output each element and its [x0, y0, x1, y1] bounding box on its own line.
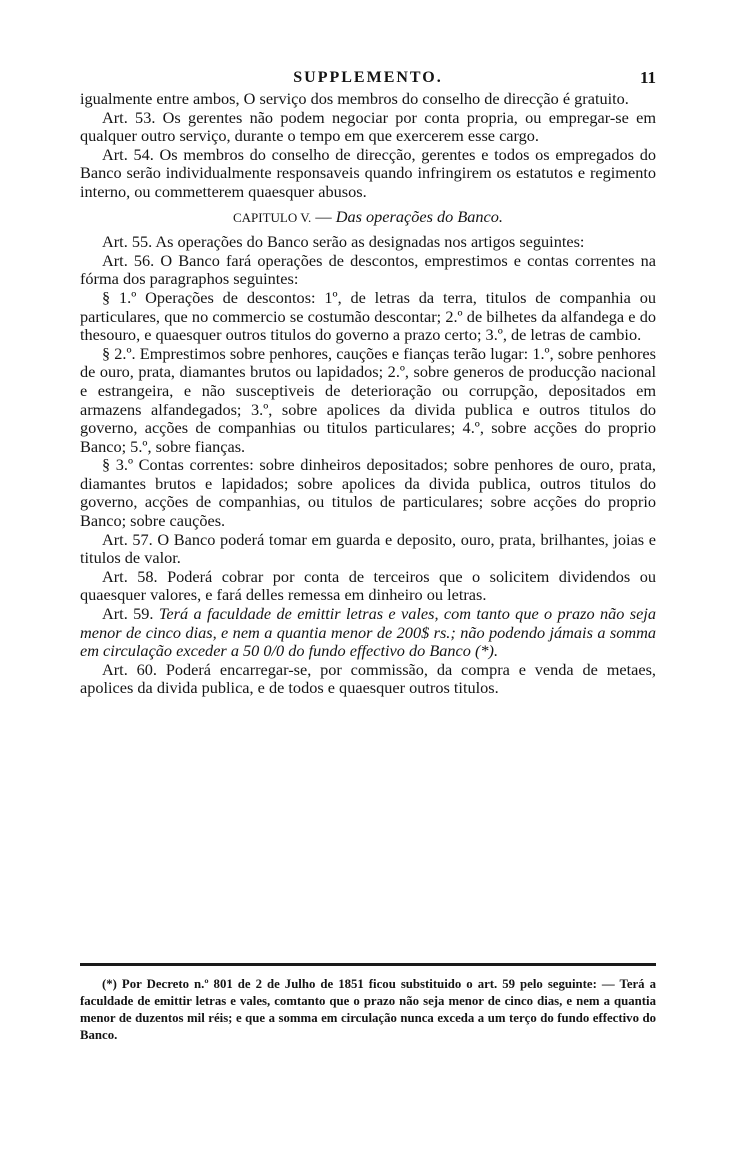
article-55: Art. 55. As operações do Banco serão as designadas nos artigos seguintes: — [102, 232, 585, 252]
article-59-text: Terá a faculdade de emittir letras e vales, com tanto que o prazo não seja menor de cinco dias, e nem a quantia menor de 200$ rs.; não podendo jámais a somma em circulação exceder a 50 0/0 do fundo effectivo do Banco (*). — [80, 604, 656, 661]
footnote — [80, 976, 656, 1044]
article-57: Art. 57. O Banco poderá tomar em guarda e deposito, ouro, prata, brilhantes, joias e titulos de valor. — [80, 529, 656, 568]
article-59-label: Art. 59. — [102, 604, 154, 624]
article-58: Art. 58. Poderá cobrar por conta de terceiros que o solicitem dividendos ou quaesquer valores, e fará delles remessa em dinheiro ou letras. — [80, 566, 656, 605]
running-head — [80, 66, 656, 90]
section-3-contas-correntes: § 3.º Contas correntes: sobre dinheiros depositados; sobre penhores de ouro, prata, diamantes brutos e lapidados; sobre apolices da divida publica, outros titulos do governo, acções de companhias, ou titulos de particulares; sobre acções do proprio Banco; sobre cauções. — [80, 455, 656, 531]
section-1-descontos: § 1.º Operações de descontos: 1º, de letras da terra, titulos de companhia ou particulares, que no commercio se costumão descontar; 2.º de bilhetes da alfandega e do thesouro, e quaesquer outros titulos do governo a prazo certo; 3.º, de letras de cambio. — [80, 287, 656, 345]
article-53: Art. 53. Os gerentes não podem negociar por conta propria, ou empregar-se em qualquer outro serviço, durante o tempo em que exercerem esse cargo. — [80, 107, 656, 146]
running-title: SUPPLEMENTO. — [293, 69, 443, 86]
page — [80, 66, 656, 698]
paragraph-continuation: igualmente entre ambos, O serviço dos membros do conselho de direcção é gratuito. — [80, 89, 629, 108]
chapter-dash: — — [315, 206, 332, 226]
chapter-title: Das operações do Banco. — [335, 206, 503, 226]
section-2-emprestimos: § 2.º. Emprestimos sobre penhores, cauções e fianças terão lugar: 1.º, sobre penhores de ouro, prata, diamantes brutos ou lapidados; 2.º, sobre generos de producção nacional e estrangeira, e não susceptiveis de deterioração ou corrupção, depositados em armazens alfandegados; 3.º, sobre apolices da divida publica e outros titulos do governo, acções de companhias ou titulos particulares; 4.º, sobre acções do proprio Banco; 5.º, sobre fianças. — [80, 343, 656, 456]
page-number: 11 — [639, 68, 656, 87]
chapter-heading — [80, 208, 656, 228]
article-56: Art. 56. O Banco fará operações de descontos, emprestimos e contas correntes na fórma dos paragraphos seguintes: — [80, 250, 656, 289]
article-59 — [80, 605, 656, 661]
chapter-label: CAPITULO V. — [232, 209, 312, 225]
footnote-text: (*) Por Decreto n.º 801 de 2 de Julho de 1851 ficou substituido o art. 59 pelo seguinte: — Terá a faculdade de emittir letras e vales, comtanto que o prazo não seja menor de cinco dias, e nem a quantia menor de duzentos mil réis; e que a somma em circulação nunca exceda a um terço do fundo effectivo do Banco. — [80, 977, 656, 1042]
article-60: Art. 60. Poderá encarregar-se, por commissão, da compra e venda de metaes, apolices da divida publica, e de todos e quaesquer outros titulos. — [80, 659, 656, 698]
article-54: Art. 54. Os membros do conselho de direcção, gerentes e todos os empregados do Banco serão individualmente responsaveis quando infringirem os estatutos e regimento interno, ou commetterem quaesquer abusos. — [80, 144, 656, 201]
footnote-separator — [80, 963, 656, 966]
body-text — [80, 90, 656, 698]
